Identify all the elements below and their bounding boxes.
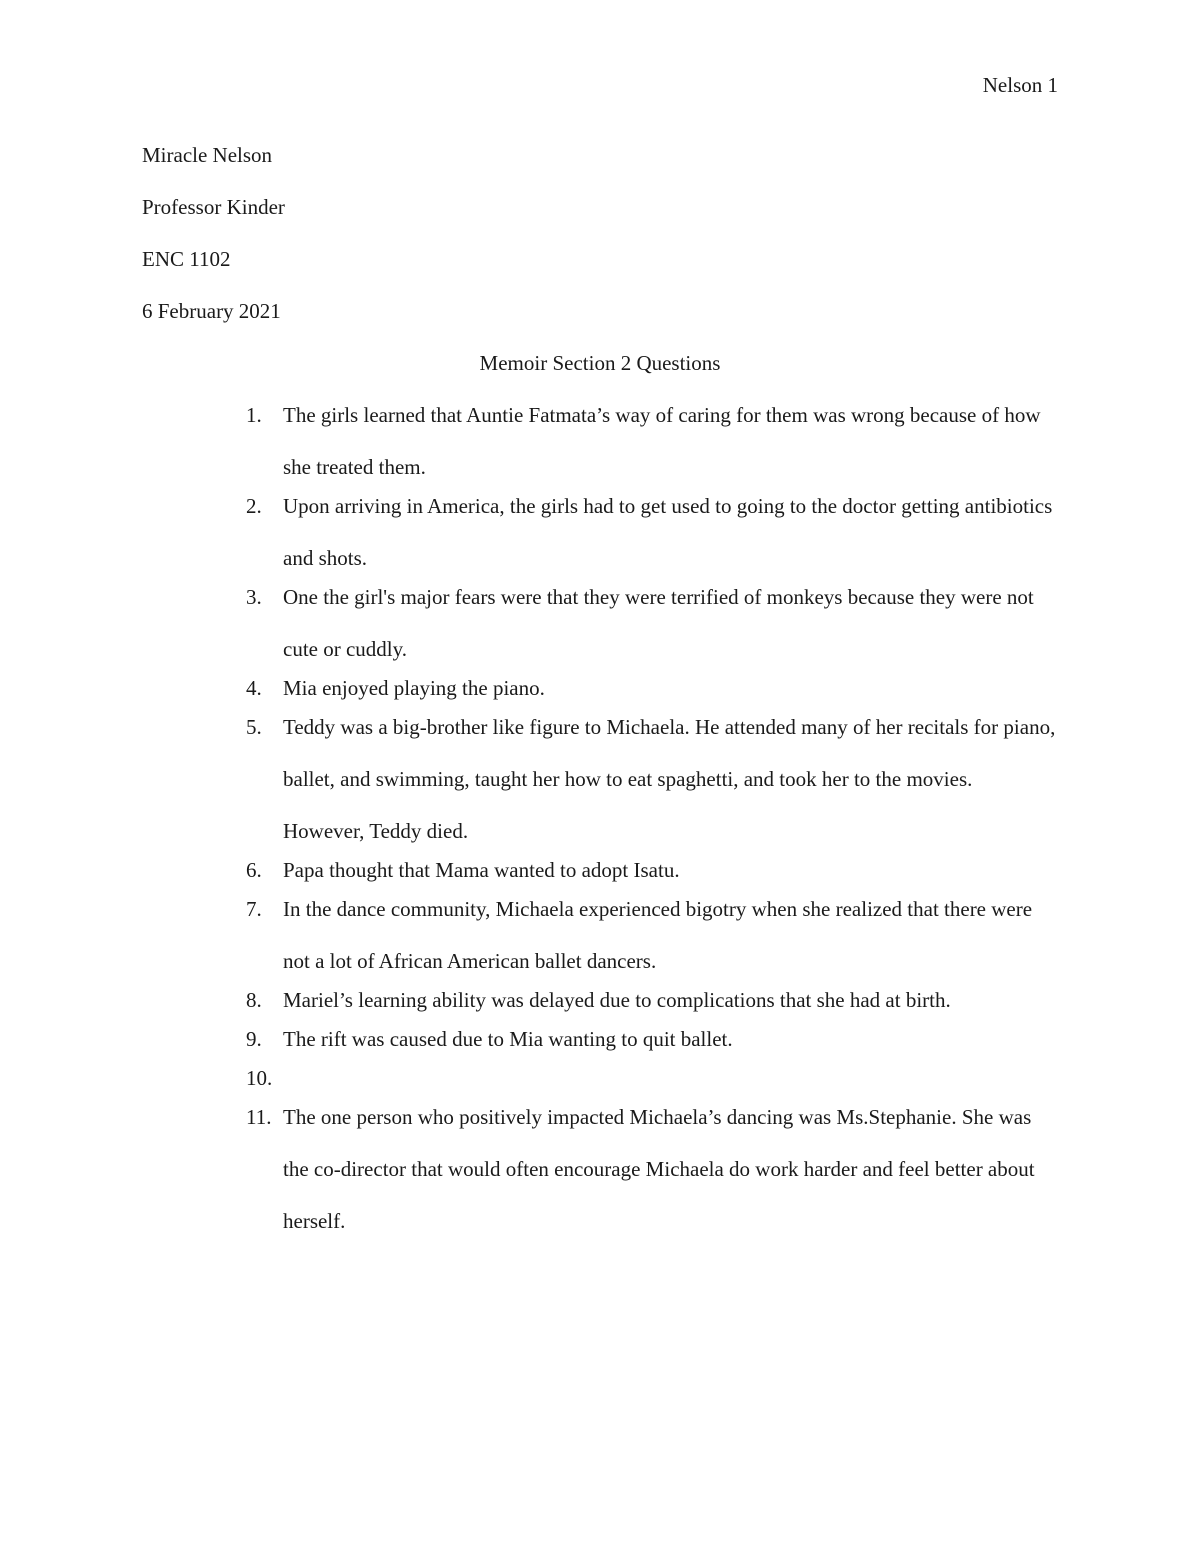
student-name: Miracle Nelson <box>142 143 273 167</box>
list-item <box>142 389 1058 493</box>
list-item <box>142 883 1058 987</box>
list-number: 9. <box>246 1027 262 1051</box>
answer-text: The one person who positively impacted Michaela’s dancing was Ms.Stephanie. She was the co-director that would often encourage Michaela do work harder and feel better about herself. <box>283 1105 1035 1233</box>
answer-text: Mariel’s learning ability was delayed due to complications that she had at birth. <box>283 988 951 1012</box>
running-head: Nelson 1 <box>982 73 1058 97</box>
document-date: 6 February 2021 <box>142 299 281 323</box>
answer-text: One the girl's major fears were that they were terrified of monkeys because they were not cute or cuddly. <box>283 585 1034 661</box>
list-item <box>142 480 1058 584</box>
question-list <box>142 402 1058 1247</box>
document-title: Memoir Section 2 Questions <box>479 351 721 375</box>
list-number: 3. <box>246 585 262 609</box>
list-number: 2. <box>246 494 262 518</box>
answer-text: Papa thought that Mama wanted to adopt Isatu. <box>283 858 680 882</box>
course-name: ENC 1102 <box>142 247 231 271</box>
answer-text: Upon arriving in America, the girls had to get used to going to the doctor getting antibiotics and shots. <box>283 494 1053 570</box>
list-number: 6. <box>246 858 262 882</box>
list-number: 11. <box>246 1105 272 1129</box>
list-item <box>142 701 1058 857</box>
list-number: 10. <box>246 1066 273 1090</box>
list-number: 7. <box>246 897 262 921</box>
answer-text: The girls learned that Auntie Fatmata’s way of caring for them was wrong because of how she treated them. <box>283 403 1041 479</box>
list-number: 1. <box>246 403 262 427</box>
list-item <box>142 571 1058 675</box>
list-number: 8. <box>246 988 262 1012</box>
list-number: 4. <box>246 676 262 700</box>
list-item <box>142 1091 1058 1247</box>
answer-text: The rift was caused due to Mia wanting to quit ballet. <box>283 1027 733 1051</box>
list-number: 5. <box>246 715 262 739</box>
professor-name: Professor Kinder <box>142 195 285 219</box>
answer-text: Mia enjoyed playing the piano. <box>283 676 545 700</box>
answer-text: In the dance community, Michaela experienced bigotry when she realized that there were not a lot of African American ballet dancers. <box>283 897 1033 973</box>
answer-text: Teddy was a big-brother like figure to Michaela. He attended many of her recitals for piano, ballet, and swimming, taught her how to eat spaghetti, and took her to the movies. However, Teddy died. <box>283 715 1056 843</box>
mla-heading <box>142 142 1058 350</box>
